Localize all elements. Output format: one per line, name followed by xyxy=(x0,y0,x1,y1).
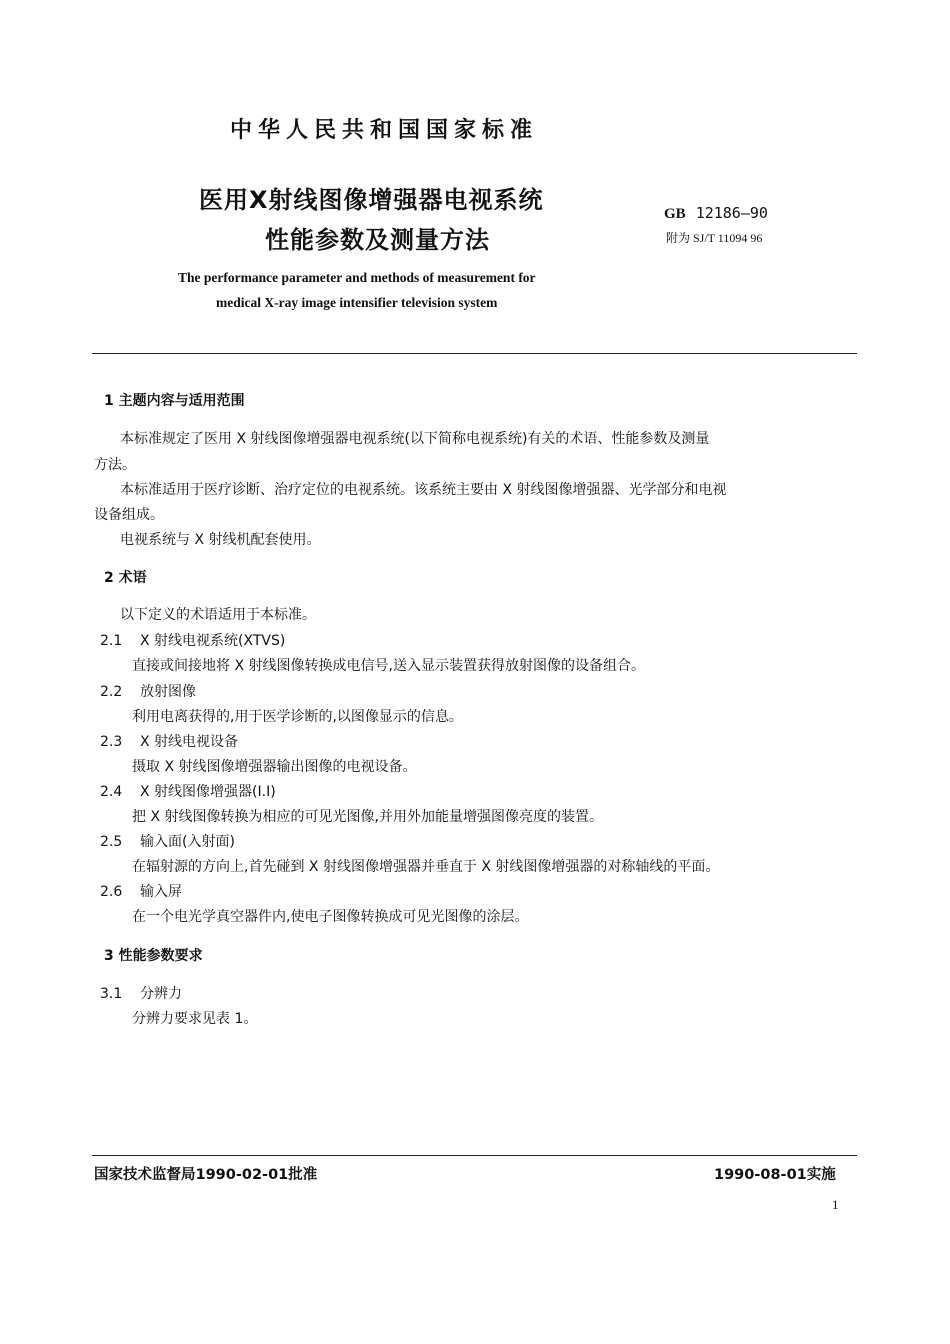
standard-number xyxy=(664,204,768,223)
english-title-line2: medical X-ray image intensifier television system xyxy=(216,295,498,310)
clause-2-2-term xyxy=(100,681,196,701)
clause-term: X 射线电视系统(XTVS) xyxy=(140,633,286,649)
clause-term: 输入面(入射面) xyxy=(140,834,235,850)
clause-number: 2.5 xyxy=(100,834,123,850)
clause-2-5-term xyxy=(100,831,235,851)
section-2-intro: 以下定义的术语适用于本标准。 xyxy=(120,607,316,623)
clause-term: 输入屏 xyxy=(140,884,182,900)
section-3-heading: 3 性能参数要求 xyxy=(104,948,203,964)
clause-2-1-term xyxy=(100,630,285,650)
clause-2-1-definition: 直接或间接地将 X 射线图像转换成电信号,送入显示装置获得放射图像的设备组合。 xyxy=(132,658,645,674)
clause-2-4-definition: 把 X 射线图像转换为相应的可见光图像,并用外加能量增强图像亮度的装置。 xyxy=(132,809,603,825)
section-1-paragraph-1-line-1: 本标准规定了医用 X 射线图像增强器电视系统(以下简称电视系统)有关的术语、性能参数及测量 xyxy=(120,431,710,447)
clause-2-6-definition: 在一个电光学真空器件内,使电子图像转换成可见光图像的涂层。 xyxy=(132,909,529,925)
section-2-heading: 2 术语 xyxy=(104,570,147,586)
section-1-heading: 1 主题内容与适用范围 xyxy=(104,393,245,409)
approval-date: 国家技术监督局1990-02-01批准 xyxy=(94,1167,318,1183)
clause-2-6-term xyxy=(100,881,182,901)
clause-2-3-term xyxy=(100,731,238,751)
clause-term: X 射线电视设备 xyxy=(140,734,239,750)
gb-number: 12186—90 xyxy=(695,204,768,222)
clause-3-1-term xyxy=(100,983,182,1003)
section-1-paragraph-1-line-2: 方法。 xyxy=(94,457,136,473)
clause-2-2-definition: 利用电离获得的,用于医学诊断的,以图像显示的信息。 xyxy=(132,709,463,725)
national-standard-label: 中华人民共和国国家标准 xyxy=(230,118,539,143)
clause-term: X 射线图像增强器(I.I) xyxy=(140,784,276,800)
clause-number: 2.2 xyxy=(100,684,123,700)
document-title-line1: 医用X射线图像增强器电视系统 xyxy=(199,186,544,214)
page-number: 1 xyxy=(832,1197,839,1212)
document-title-line2: 性能参数及测量方法 xyxy=(265,226,490,254)
alternate-standard-number: 附为 SJ/T 11094 96 xyxy=(666,231,763,245)
clause-3-1-definition: 分辨力要求见表 1。 xyxy=(132,1011,258,1027)
footer-divider xyxy=(92,1155,857,1156)
clause-number: 2.1 xyxy=(100,633,123,649)
gb-prefix: GB xyxy=(664,206,686,222)
section-1-paragraph-2-line-2: 设备组成。 xyxy=(94,507,164,523)
clause-number: 2.4 xyxy=(100,784,123,800)
clause-term: 放射图像 xyxy=(140,684,196,700)
clause-term: 分辨力 xyxy=(140,986,182,1002)
effective-date: 1990-08-01实施 xyxy=(714,1167,836,1183)
clause-number: 2.3 xyxy=(100,734,123,750)
english-title-line1: The performance parameter and methods of measurement for xyxy=(178,270,536,285)
clause-number: 2.6 xyxy=(100,884,123,900)
clause-2-5-definition: 在辐射源的方向上,首先碰到 X 射线图像增强器并垂直于 X 射线图像增强器的对称轴线的平面。 xyxy=(132,859,720,875)
clause-number: 3.1 xyxy=(100,986,123,1002)
section-1-paragraph-2-line-1: 本标准适用于医疗诊断、治疗定位的电视系统。该系统主要由 X 射线图像增强器、光学部分和电视 xyxy=(120,482,727,498)
section-1-paragraph-3: 电视系统与 X 射线机配套使用。 xyxy=(120,532,321,548)
header-divider xyxy=(92,353,857,354)
clause-2-4-term xyxy=(100,781,276,801)
clause-2-3-definition: 摄取 X 射线图像增强器输出图像的电视设备。 xyxy=(132,759,417,775)
